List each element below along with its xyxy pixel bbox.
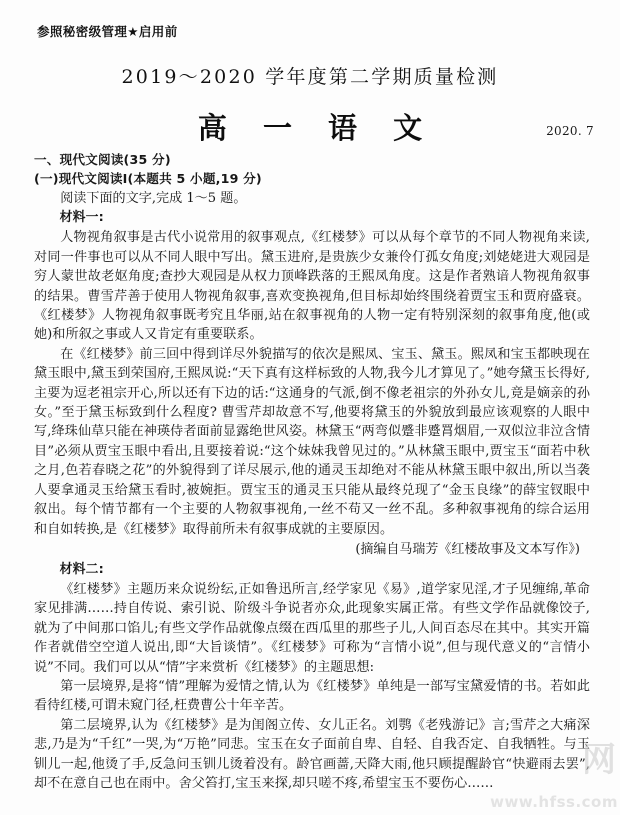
secrecy-notice: 参照秘密级管理★启用前 — [37, 24, 178, 39]
subsection-heading: (一)现代文阅读Ⅰ(本题共 5 小题,19 分) — [34, 171, 262, 187]
subject-title: 高 一 语 文 — [197, 111, 436, 145]
subject-row — [0, 106, 620, 146]
reading-instruction: 阅读下面的文字,完成 1～5 题。 — [60, 190, 247, 206]
material-two-paragraph-3: 第二层境界,认为《红楼梦》是为闺阁立传、女儿正名。刘鹗《老残游记》言;雪芹之大痛深悲,乃是为“千红”一哭,为“万艳”同悲。宝玉在女子面前自卑、自轻、自我否定、自我牺牲。与玉钏儿一起,他烫了手,反急问玉钏儿烫着没有。龄官画蔷,天降大雨,他只顾提醒龄官“快避雨去罢”,却不在意自己也在雨中。舍父笞打,宝玉来探,却只嗟不疼,希望宝玉不要伤心…… — [34, 717, 590, 791]
material-one-label: 材料一: — [59, 210, 104, 226]
watermark-url: www.hfss.com — [490, 793, 618, 811]
material-one-paragraph-1: 人物视角叙事是古代小说常用的叙事观点,《红楼梦》可以从每个章节的不同人物视角来读,对同一件事也可以从不同人眼中写出。黛玉进府,是贵族少女兼伶仃孤女角度;刘姥姥进大观园是穷人蒙世故老妪角度;查抄大观园是从权力顶峰跌落的王熙凤角度。这是作者熟谙人物视角叙事的结果。曹雪芹善于使用人物视角叙事,喜欢变换视角,但目标却始终围绕着贾宝玉和贾府盛衰。《红楼梦》人物视角叙事既考究且华丽,站在叙事视角的人物一定有特别深刻的叙事角度,他(或她)和所叙之事或人又肯定有重要联系。 — [34, 230, 590, 343]
material-two-paragraph-2: 第一层境界,是将“情”理解为爱情之情,认为《红楼梦》单纯是一部写宝黛爱情的书。若如此看待红楼,可谓未窥门径,枉费曹公十年辛苦。 — [34, 678, 590, 714]
material-two-paragraph-1: 《红楼梦》主题历来众说纷纭,正如鲁迅所言,经学家见《易》,道学家见淫,才子见缠绵,革命家见排满……持自传说、索引说、阶级斗争说者亦众,此现象实属正常。有些文学作品就像饺子,就为了中间那口馅儿;有些文学作品就像点缀在西瓜里的那些子儿,人间百态尽在其中。其实开篇作者就借空空道人说出,即“大旨谈情”。《红楼梦》可称为“言情小说”,但与现代意义的“言情小说”不同。我们可以从“情”字来赏析《红楼梦》的主题思想: — [34, 581, 590, 675]
exam-title: 2019～2020 学年度第二学期质量检测 — [121, 66, 499, 88]
watermark-cn-character: 网 — [582, 740, 616, 780]
material-one-source: (摘编自马瑞芳《红楼故事及文本写作》) — [355, 541, 580, 557]
exam-date: 2020. 7 — [546, 124, 594, 138]
material-one-paragraph-2: 在《红楼梦》前三回中得到详尽外貌描写的依次是熙凤、宝玉、黛玉。熙凤和宝玉都映现在黛玉眼中,黛玉到荣国府,王熙凤说:“天下真有这样标致的人物,我今儿才算见了。”她夸黛玉长得好,主要为逗老祖宗开心,所以还有下边的话:“这通身的气派,倒不像老祖宗的外孙女儿,竟是嫡亲的孙女。”至于黛玉标致到什么程度? 曹雪芹却故意不写,他要将黛玉的外貌放到最应该观察的人眼中写,绛珠仙草只能在神瑛侍者面前显露绝世风姿。林黛玉“两弯似蹙非蹙罥烟眉,一双似泣非泣含情目”必须从贾宝玉眼中看出,且要接着说:“这个妹妹我曾见过的。”从林黛玉眼中,贾宝玉“面若中秋之月,色若春晓之花”的外貌得到了详尽展示,他的通灵玉却绝对不能从林黛玉眼中叙出,所以当袭人要拿通灵玉给黛玉看时,被婉拒。贾宝玉的通灵玉只能从最终兑现了“金玉良缘”的薛宝钗眼中叙出。每个情节都有一个主要的人物叙事视角,一丝不苟又一丝不乱。多种叙事视角的综合运用和自如转换,是《红楼梦》取得前所未有叙事成就的主要原因。 — [34, 346, 590, 537]
material-two-label: 材料二: — [59, 561, 104, 577]
section-one-heading: 一、现代文阅读(35 分) — [34, 152, 171, 167]
exam-content — [34, 150, 590, 793]
